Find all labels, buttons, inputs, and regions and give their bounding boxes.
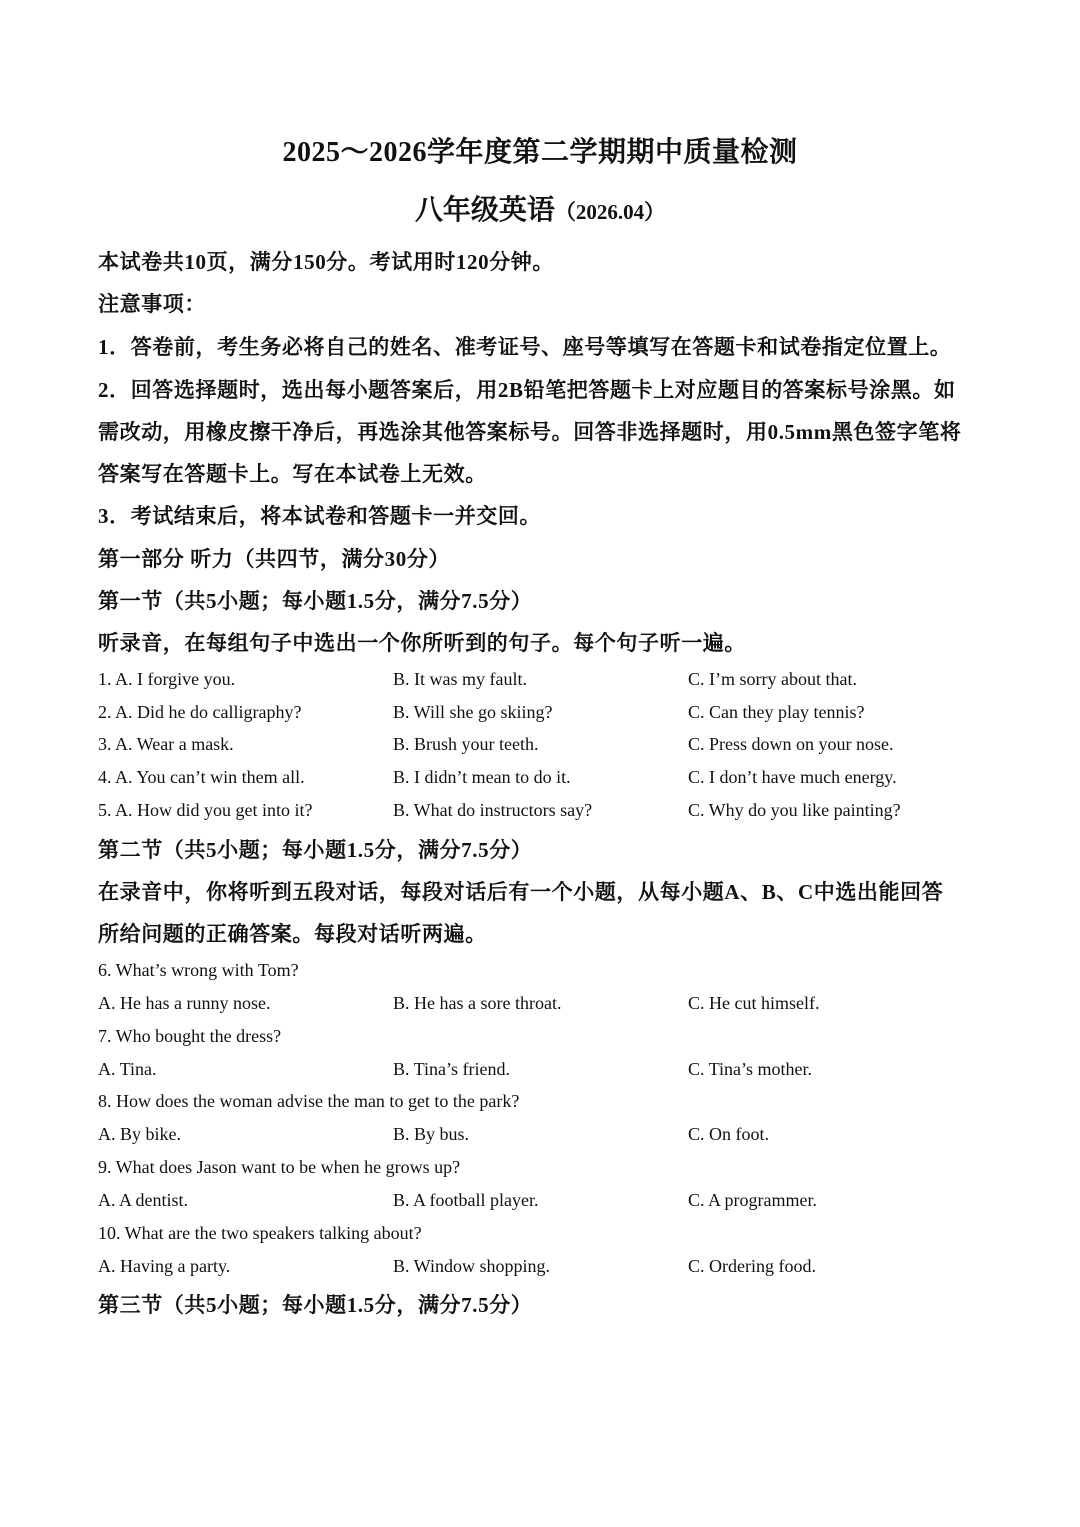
notice-item-3: 3．考试结束后，将本试卷和答题卡一并交回。 [98,504,542,528]
q10-stem: 10. What are the two speakers talking about? [98,1223,422,1243]
q7-option-c: C. Tina’s mother. [688,1059,813,1079]
q3-option-a: 3. A. Wear a mask. [98,734,234,754]
q6-option-a: A. He has a runny nose. [98,993,271,1013]
q1-option-c: C. I’m sorry about that. [688,669,857,689]
exam-intro: 本试卷共10页，满分150分。考试用时120分钟。 [98,250,554,274]
notice-item-2-line-1: 2．回答选择题时，选出每小题答案后，用2B铅笔把答题卡上对应题目的答案标号涂黑。如 [98,378,956,402]
notice-heading: 注意事项： [98,292,206,316]
notice-item-1: 1．答卷前，考生务必将自己的姓名、准考证号、座号等填写在答题卡和试卷指定位置上。 [98,335,952,359]
section3-heading: 第三节（共5小题；每小题1.5分，满分7.5分） [98,1293,533,1317]
q10-option-b: B. Window shopping. [393,1256,550,1276]
q4-option-a: 4. A. You can’t win them all. [98,767,305,787]
q9-stem: 9. What does Jason want to be when he grows up? [98,1157,461,1177]
q5-option-a: 5. A. How did you get into it? [98,800,313,820]
q6-option-b: B. He has a sore throat. [393,993,562,1013]
q6-stem: 6. What’s wrong with Tom? [98,960,299,980]
q4-option-b: B. I didn’t mean to do it. [393,767,571,787]
q1-option-b: B. It was my fault. [393,669,527,689]
exam-subtitle [0,188,1080,228]
q9-option-c: C. A programmer. [688,1190,817,1210]
part1-heading: 第一部分 听力（共四节，满分30分） [98,547,451,571]
q9-option-a: A. A dentist. [98,1190,189,1210]
notice-item-2-line-2: 需改动，用橡皮擦干净后，再选涂其他答案标号。回答非选择题时，用0.5mm黑色签字笔将 [98,420,962,444]
q5-option-c: C. Why do you like painting? [688,800,901,820]
q2-option-b: B. Will she go skiing? [393,702,553,722]
section2-instruction-line-1: 在录音中，你将听到五段对话，每段对话后有一个小题，从每小题A、B、C中选出能回答 [98,880,944,904]
exam-title: 2025～2026学年度第二学期期中质量检测 [282,137,798,168]
q7-option-b: B. Tina’s friend. [393,1059,511,1079]
q8-stem: 8. How does the woman advise the man to get to the park? [98,1091,520,1111]
q3-option-c: C. Press down on your nose. [688,734,894,754]
q5-option-b: B. What do instructors say? [393,800,593,820]
q3-option-b: B. Brush your teeth. [393,734,539,754]
q7-stem: 7. Who bought the dress? [98,1026,282,1046]
q10-option-a: A. Having a party. [98,1256,231,1276]
q8-option-c: C. On foot. [688,1124,769,1144]
notice-item-2-line-3: 答案写在答题卡上。写在本试卷上无效。 [98,462,487,486]
q8-option-a: A. By bike. [98,1124,181,1144]
q4-option-c: C. I don’t have much energy. [688,767,897,787]
q1-option-a: 1. A. I forgive you. [98,669,236,689]
exam-date: （2026.04） [554,200,666,224]
section1-instruction: 听录音，在每组句子中选出一个你所听到的句子。每个句子听一遍。 [98,631,746,655]
q8-option-b: B. By bus. [393,1124,470,1144]
section1-heading: 第一节（共5小题；每小题1.5分，满分7.5分） [98,589,533,613]
q9-option-b: B. A football player. [393,1190,539,1210]
q2-option-c: C. Can they play tennis? [688,702,865,722]
section2-instruction-line-2: 所给问题的正确答案。每段对话听两遍。 [98,922,487,946]
subject-label: 八年级英语 [414,195,555,226]
section2-heading: 第二节（共5小题；每小题1.5分，满分7.5分） [98,838,533,862]
q6-option-c: C. He cut himself. [688,993,820,1013]
q7-option-a: A. Tina. [98,1059,157,1079]
q10-option-c: C. Ordering food. [688,1256,816,1276]
q2-option-a: 2. A. Did he do calligraphy? [98,702,302,722]
